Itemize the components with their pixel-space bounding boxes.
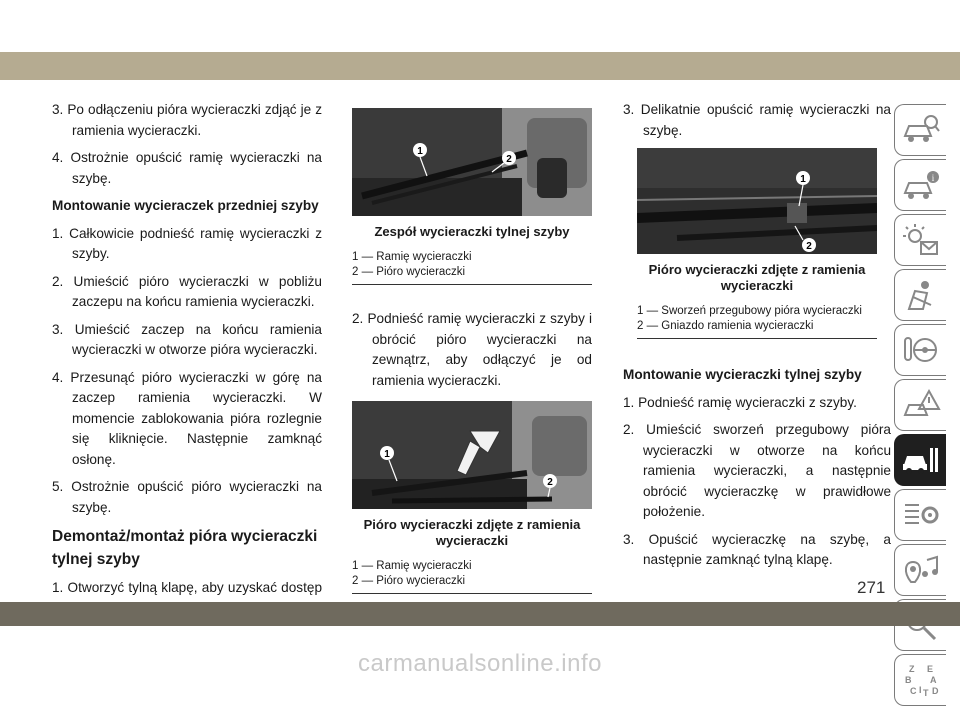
legend-item: 2 — Pióro wycieraczki: [352, 266, 466, 278]
section-heading: Demontaż/montaż pióra wycieraczki tylnej szyby: [52, 528, 318, 568]
svg-text:E: E: [926, 664, 933, 674]
step-text: 1. Otworzyć tylną klapę, aby uzyskać dostęp: [52, 580, 322, 595]
header-band: [0, 52, 960, 80]
figure-pivot-pin: [637, 148, 877, 254]
legend-item: 1 — Ramię wycieraczki: [352, 560, 472, 572]
svg-text:A: A: [929, 675, 936, 685]
marker-2: 2: [806, 241, 812, 252]
step-text: 4. Ostrożnie opuścić ramię wycieraczki na szybę.: [52, 150, 322, 186]
safety-seat-icon: [901, 277, 941, 313]
footer-band: [0, 602, 960, 626]
tab-servicing[interactable]: [894, 434, 946, 486]
step-text: 3. Opuścić wycieraczkę na szybę, a następnie zamknąć tylną klapę.: [623, 531, 891, 567]
tab-emergency[interactable]: [894, 379, 946, 431]
svg-text:B: B: [904, 675, 911, 685]
marker-1: 1: [800, 174, 806, 185]
list-gear-icon: [901, 497, 941, 533]
svg-text:Z: Z: [908, 664, 914, 674]
figure-caption: Zespół wycieraczki tylnej szyby: [374, 224, 570, 239]
car-magnifier-icon: [901, 112, 941, 148]
section-heading: Montowanie wycieraczki tylnej szyby: [623, 367, 862, 382]
photo-rear-wiper: [352, 108, 592, 216]
figure-blade-removed: [352, 401, 592, 509]
tab-specifications[interactable]: [894, 489, 946, 541]
music-location-icon: [901, 552, 941, 588]
svg-text:D: D: [931, 686, 938, 696]
car-info-icon: [901, 167, 941, 203]
photo-pivot-pin: [637, 148, 877, 254]
photo-blade-removed: [352, 401, 592, 509]
tab-getting-started[interactable]: [894, 159, 946, 211]
steering-wheel-icon: [901, 332, 941, 368]
legend-item: 1 — Ramię wycieraczki: [352, 251, 472, 263]
figure-caption: Pióro wycieraczki zdjęte z ramienia wycieraczki: [363, 517, 581, 548]
step-text: 1. Podnieść ramię wycieraczki z szyby.: [623, 394, 857, 410]
step-text: 2. Podnieść ramię wycieraczki z szyby i obrócić pióro wycieraczki na zewnątrz, aby odłączyć je od ramienia wycieraczki.: [352, 311, 592, 388]
figure-caption: Pióro wycieraczki zdjęte z ramienia wycieraczki: [648, 262, 866, 293]
step-text: 2. Umieścić sworzeń przegubowy pióra wycieraczki w otworze na końcu ramienia wycieraczki, a następnie obrócić wycieraczkę w prawidłowe położenie.: [623, 422, 891, 519]
marker-2: 2: [547, 477, 553, 488]
section-heading: Montowanie wycieraczek przedniej szyby: [52, 198, 319, 213]
step-text: 5. Ostrożnie opuścić pióro wycieraczki na szybę.: [52, 479, 322, 515]
legend-item: 1 — Sworzeń przegubowy pióra wycieraczki: [637, 305, 862, 317]
car-wrench-icon: [901, 442, 941, 478]
svg-text:i: i: [931, 173, 934, 183]
light-message-icon: [901, 222, 941, 258]
column-left: [52, 100, 322, 626]
figure-legend: [352, 559, 592, 594]
column-middle: [352, 108, 592, 594]
step-text: 2. Umieścić pióro wycieraczki w pobliżu zaczepu na końcu ramienia wycieraczki.: [52, 273, 322, 309]
step-text: 1. Całkowicie podnieść ramię wycieraczki z szyby.: [52, 225, 322, 261]
page-number: 271: [857, 578, 886, 597]
marker-1: 1: [384, 449, 390, 460]
svg-text:C: C: [909, 686, 916, 696]
tab-instrument-panel[interactable]: [894, 214, 946, 266]
figure-legend: [637, 304, 877, 339]
warning-car-icon: [901, 387, 941, 423]
watermark-text: carmanualsonline.info: [358, 650, 602, 677]
legend-item: 2 — Gniazdo ramienia wycieraczki: [637, 320, 814, 332]
legend-item: 2 — Pióro wycieraczki: [352, 575, 466, 587]
tab-driving[interactable]: [894, 324, 946, 376]
figure-legend: [352, 250, 592, 285]
tab-vehicle-info[interactable]: [894, 104, 946, 156]
figure-rear-wiper-assembly: [352, 108, 592, 216]
column-right: [623, 100, 891, 578]
marker-2: 2: [506, 154, 512, 165]
svg-text:T: T: [922, 688, 928, 698]
step-text: 3. Delikatnie opuścić ramię wycieraczki na szybę.: [623, 102, 891, 138]
step-text: 4. Przesunąć pióro wycieraczki w górę na zaczep ramienia wycieraczki. W momencie zablokowania pióra rozlegnie się kliknięcie. Następnie zamknąć osłonę.: [52, 369, 322, 467]
step-text: 3. Umieścić zaczep na końcu ramienia wycieraczki w otworze pióra wycieraczki.: [52, 321, 322, 357]
tab-safety[interactable]: [894, 269, 946, 321]
tab-multimedia[interactable]: [894, 544, 946, 596]
marker-1: 1: [417, 146, 423, 157]
svg-text:I: I: [918, 685, 922, 695]
step-text: 3. Po odłączeniu pióra wycieraczki zdjąć je z ramienia wycieraczki.: [52, 102, 322, 138]
